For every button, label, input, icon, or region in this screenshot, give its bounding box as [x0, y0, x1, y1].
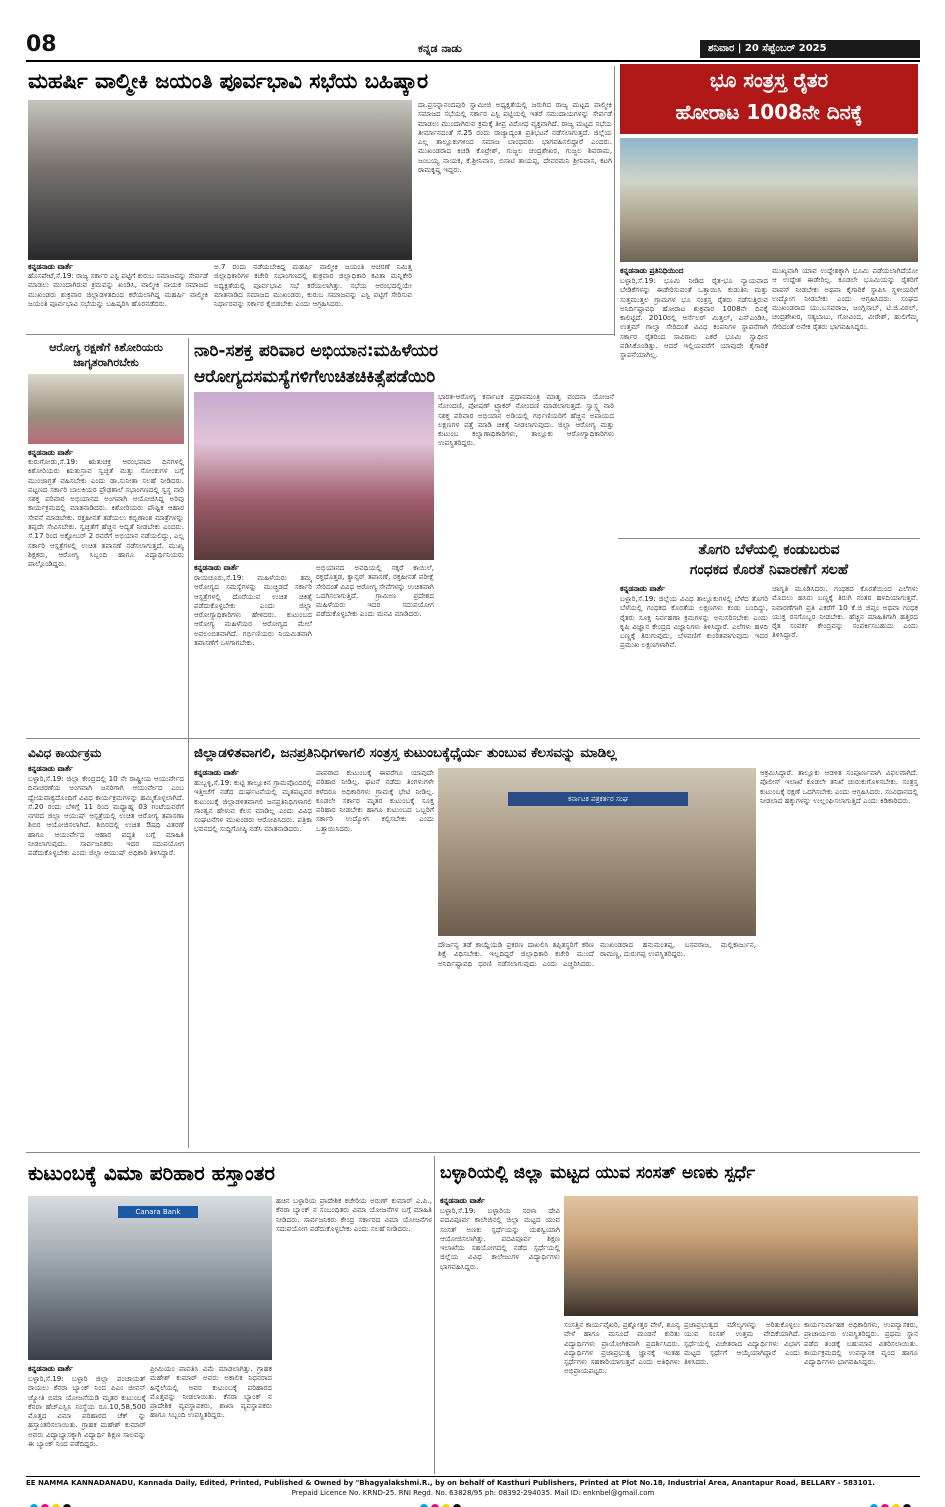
date-label: 20 ಸೆಪ್ಟೆಂಬರ್ 2025 [744, 43, 827, 54]
story6-byline: ಕನ್ನಡನಾಡು ವಾರ್ತೆ [28, 764, 73, 773]
page-number: 08 [26, 32, 57, 57]
story3-kicker-line2: ಜಾಗೃತರಾಗಿರಬೇಕು [73, 356, 139, 369]
story1-col3: ದಾ.ಪ್ರಸನ್ನಾನಂದಪುರಿ ಸ್ವಾಮೀಜಿ ಅಧ್ಯಕ್ಷತೆಯಲ್ಲಿ ಜರುಗಿದ ರಾಜ್ಯ ಮಟ್ಟದ ವಾಲ್ಮೀಕಿ ಸಮಾಜದ ಸಭೆಯಲ್ಲಿ ಸರ್ಕಾರ ಎಸ್ಟಿ ಪಟ್ಟಿಯಲ್ಲಿ ಇತರೆ ಸಮುದಾಯಗಳನ್ನು ಸೇರ್ಪಡೆ ಮಾಡಲು ಮುಂದಾಗಿರುವ ಕ್ರಮಕ್ಕೆ ತೀವ್ರ ವಿರೋಧ ವ್ಯಕ್ತವಾಗಿದೆ. ರಾಜ್ಯ ಮಟ್ಟದ ಸಭೆಯ ತೀರ್ಮಾನದಂತೆ ಸೆ.25 ರಂದು ರಾಜ್ಯಾದ್ಯಂತ ಪ್ರತಿಭಟನೆ ನಡೆಸಲಾಗುತ್ತದೆ. ಜಿಲ್ಲೆಯ ಎಲ್ಲ ತಾಲ್ಲೂಕುಗಳಿಂದ ಸಮಾಜ ಬಾಂಧವರು ಭಾಗವಹಿಸಲಿದ್ದಾರೆ ಎಂದರು. ಮುಖಂಡರಾದ ಕಿಚಡಿ ಕೊಟ್ರೇಶ್, ಗುಜ್ಜಲ ಚಂದ್ರಶೇಖರ, ಗುಜ್ಜಲ ಶಿವರಾಮ, ಜಂಬಯ್ಯ ನಾಯಕ, ಕೆ.ಶ್ರೀನಿವಾಸ, ಬಿಸಾಟಿ ತಾಯಪ್ಪ, ದೇವರಮನಿ ಶ್ರೀನಿವಾಸ, ಕಟಗಿ ರಾಮಕೃಷ್ಣ ಇದ್ದರು. [418, 100, 612, 175]
story9-col4: ಕಾರ್ಯನಿರ್ವಾಹಕ ಅಧಿಕಾರಿಗಳು, ಉಪನ್ಯಾಸಕರು, ಪ್ರಾಚಾರ್ಯರು ಉಪಸ್ಥಿತರಿದ್ದರು. ಪ್ರಥಮ ಸ್ಥಾನ ಪಡೆದ ತಂಡಕ್ಕೆ ಬಹುಮಾನ ವಿತರಿಸಲಾಯಿತು. ಕಾರ್ಯಕ್ರಮದಲ್ಲಿ ಉಪನ್ಯಾಸಕ ವೃಂದ ಹಾಗೂ ವಿದ್ಯಾರ್ಥಿಗಳು ಭಾಗವಹಿಸಿದ್ದರು. [804, 1320, 918, 1367]
story1-photo [28, 100, 412, 260]
story8-byline: ಕನ್ನಡನಾಡು ವಾರ್ತೆ [28, 1364, 73, 1373]
story4-col1: ರಾಯಚೂರು,ಸೆ.19: ಮಹಿಳೆಯರು ತಮ್ಮ ಆರೋಗ್ಯದ ಸಮಸ್ಯೆಗಳನ್ನು ಮುಚ್ಚಿಡದೆ ಸರ್ಕಾರಿ ಆಸ್ಪತ್ರೆಗಳಲ್ಲಿ ದೊರೆಯುವ ಉಚಿತ ಚಿಕಿತ್ಸೆ ಪಡೆದುಕೊಳ್ಳಬೇಕು ಎಂದು ಜಿಲ್ಲಾ ಆರೋಗ್ಯಾಧಿಕಾರಿಗಳು ಹೇಳಿದರು. ಕುಟುಂಬದ ಆರೋಗ್ಯ ಮಹಿಳೆಯರ ಆರೋಗ್ಯದ ಮೇಲೆ ಅವಲಂಬಿತವಾಗಿದೆ. ಗರ್ಭಿಣಿಯರು ನಿಯಮಿತವಾಗಿ ತಪಾಸಣೆಗೆ ಒಳಗಾಗಬೇಕು. [194, 573, 312, 648]
story1-headline: ಮಹರ್ಷಿ ವಾಲ್ಮೀಕಿ ಜಯಂತಿ ಪೂರ್ವಭಾವಿ ಸಭೆಯ ಬಹಿಷ್ಕಾರ [28, 69, 429, 93]
story4-col3: ಭಾರತ-ಆರೋಗ್ಯ ಕರ್ನಾಟಕ ಪ್ರಧಾನಮಂತ್ರಿ ಮಾತೃ ವಂದನಾ ಯೋಜನೆ ನೋಂದಣಿ, ಪೋಷಣ್ ಟ್ರ್ಯಾಕರ್ ನೋಂದಣಿ ಮಾಡಲಾಗುತ್ತದೆ. ಸ್ವಾಸ್ಥ್ಯ ನಾರಿ ಸಶಕ್ತ ಪರಿವಾರ ಅಭಿಯಾನ ಅಡಿಯಲ್ಲಿ ಗರ್ಭಿಣಿಯರಿಗೆ ಹೆಚ್ಚಿನ ಅಪಾಯದ ಲಕ್ಷಣಗಳ ಪತ್ತೆ ಮಾಡಿ ಚಿಕಿತ್ಸೆ ನೀಡಲಾಗುವುದು. ಜಿಲ್ಲಾ ಆರೋಗ್ಯ ಮತ್ತು ಕುಟುಂಬ ಕಲ್ಯಾಣಾಧಿಕಾರಿಗಳು, ತಾಲ್ಲೂಕು ಆರೋಗ್ಯಾಧಿಕಾರಿಗಳು ಉಪಸ್ಥಿತರಿದ್ದರು. [438, 392, 614, 448]
story8-col1: ಬಳ್ಳಾರಿ,ಸೆ.19: ಬಳ್ಳಾರಿ ಜಿಲ್ಲಾ ಪಂಚಾಯತ್ ರಾಯಲು ಕೆನರಾ ಬ್ಯಾಂಕ್ ನಿಂದ ಪಿಎಂ ಜೀವನ್ ಜ್ಯೋತಿ ಬಿಮಾ ಯೋಜನೆಯಡಿ ಮೃತರ ಕುಟುಂಬಕ್ಕೆ ಕೆನರಾ ಹೆಚ್ಎಸ್ಬಿಸಿ ಸಂಸ್ಥೆಯ ರೂ.10,58,500 ಮೊತ್ತದ ವಿಮಾ ಪರಿಹಾರದ ಚೆಕ್ ನ್ನು ಹಸ್ತಾಂತರಿಸಲಾಯಿತು. ಗ್ರಾಹಕ ಮಹೇಶ್ ಕುಮಾರ್ ಅವರು ವಿದ್ಯಾಭ್ಯಾಸಕ್ಕಾಗಿ ವಿದ್ಯಾರ್ಥಿ ಶಿಕ್ಷಣ ಸಾಲವನ್ನು ಈ ಬ್ಯಾಂಕ್ ನಿಂದ ಪಡೆದಿದ್ದರು. [28, 1374, 146, 1449]
day-label: ಶನಿವಾರ [708, 43, 735, 54]
story6-body: ಬಳ್ಳಾರಿ,ಸೆ.19: ಜಿಲ್ಲಾ ಕೇಂದ್ರದಲ್ಲಿ 10 ನೇ ರಾಷ್ಟ್ರೀಯ ಆಯುರ್ವೇದ ದಿನಾಚರಣೆಯ ಅಂಗವಾಗಿ ಜನರಿಗಾಗಿ ಆಯುರ್ವೇದ ಎಂಬ ಧ್ಯೇಯವಾಕ್ಯದೊಂದಿಗೆ ವಿವಿಧ ಕಾರ್ಯಕ್ರಮಗಳನ್ನು ಹಮ್ಮಿಕೊಳ್ಳಲಾಗಿದೆ. ಸೆ.20 ರಂದು ಬೆಳಿಗ್ಗೆ 11 ರಿಂದ ಮಧ್ಯಾಹ್ನ 03 ಗಂಟೆಯವರೆಗೆ ನಗರದ ಜಿಲ್ಲಾ ಆಯುಷ್ ಆಸ್ಪತ್ರೆಯಲ್ಲಿ ಉಚಿತ ಆರೋಗ್ಯ ತಪಾಸಣಾ ಶಿಬಿರ ಆಯೋಜಿಸಲಾಗಿದೆ. ಶಿಬಿರದಲ್ಲಿ ಉಚಿತ ಔಷಧಿ ವಿತರಣೆ ಹಾಗೂ ಆಯುರ್ವೇದ ಆಹಾರ ಪದ್ಧತಿ ಬಗ್ಗೆ ಮಾಹಿತಿ ನೀಡಲಾಗುವುದು. ಸಾರ್ವಜನಿಕರು ಇದರ ಸದುಪಯೋಗ ಪಡೆದುಕೊಳ್ಳಬೇಕು ಎಂದು ಜಿಲ್ಲಾ ಆಯುಷ್ ಅಧಿಕಾರಿ ತಿಳಿಸಿದ್ದಾರೆ. [28, 774, 184, 858]
story1-col2: ಅ.7 ರಂದು ನಡೆಯಬೇಕಿದ್ದ ಮಹರ್ಷಿ ವಾಲ್ಮೀಕಿ ಜಯಂತಿ ಆಚರಣೆ ನಿಮಿತ್ತ ಜಿಲ್ಲಾಧಿಕಾರಿಗಳ ಕಚೇರಿ ಸಭಾಂಗಣದಲ್ಲಿ ಶುಕ್ರವಾರ ಜಿಲ್ಲಾಧಿಕಾರಿ ಕವಿತಾ ಮನ್ನಿಕೇರಿ ಅಧ್ಯಕ್ಷತೆಯಲ್ಲಿ ಪೂರ್ವಭಾವಿ ಸಭೆ ಕರೆಯಲಾಗಿತ್ತು. ಸಭೆಯ ಆರಂಭದಲ್ಲಿಯೇ ಮಾತನಾಡಿದ ಸಮಾಜದ ಮುಖಂಡರು, ಕುರುಬ ಸಮಾಜವನ್ನು ಎಸ್ಟಿ ಪಟ್ಟಿಗೆ ಸೇರಿಸುವ ನಿರ್ಧಾರವನ್ನು ಸರ್ಕಾರ ಕೈಬಿಡಬೇಕು ಎಂದು ಆಗ್ರಹಿಸಿದರು. [214, 262, 412, 309]
story3-byline: ಕನ್ನಡನಾಡು ವಾರ್ತೆ [28, 448, 73, 457]
story5-headline-line1: ತೊಗರಿ ಬೆಳೆಯಲ್ಲಿ ಕಂಡುಬರುವ [698, 542, 840, 558]
story7-col2: ಪಾಪರಾದ ಕುಟುಂಬಕ್ಕೆ ಈವರೆಗೂ ಯಾವುದೇ ಪರಿಹಾರ ನೀಡಿಲ್ಲ. ಘಟನೆ ನಡೆದು ತಿಂಗಳುಗಳೇ ಕಳೆದರೂ ಅಧಿಕಾರಿಗಳು ಗ್ರಾಮಕ್ಕೆ ಭೇಟಿ ನೀಡಿಲ್ಲ. ಕೂಡಲೇ ಸರ್ಕಾರ ಮೃತರ ಕುಟುಂಬಕ್ಕೆ ಸೂಕ್ತ ಪರಿಹಾರ ನೀಡಬೇಕು ಹಾಗೂ ಕುಟುಂಬದ ಒಬ್ಬರಿಗೆ ಸರ್ಕಾರಿ ಉದ್ಯೋಗ ಕಲ್ಪಿಸಬೇಕು ಎಂದು ಒತ್ತಾಯಿಸಿದರು. [316, 768, 434, 833]
footer-line1: EE NAMMA KANNADANADU, Kannada Daily, Edited, Printed, Published & Owned by "Bhagyalakshmi.R., by on behalf of Kasthuri Publishers, Printed at Plot No.18, Industrial Area, Anantapur Road, BELLARY - 583101. [26, 1479, 875, 1487]
story3-photo [28, 374, 184, 444]
story2-headline-line2: ಹೋರಾಟ 1008ನೇ ದಿನಕ್ಕೆ [675, 100, 863, 124]
story3-body: ಕುರುಗೋಡು,ಸೆ.19: ಋತುಚಕ್ರ ಆರಂಭವಾದ ದಿನಗಳಲ್ಲಿ ಕಿಶೋರಿಯರು ಋತುಸ್ರಾವ ಸ್ವಚ್ಛತೆ ಮತ್ತು ಸೋಂಕುಗಳ ಬಗ್ಗೆ ಮುಂಜಾಗ್ರತೆ ವಹಿಸಬೇಕು ಎಂದು ಡಾ.ಸುನೀತಾ ಸಲಹೆ ನೀಡಿದರು. ಪಟ್ಟಣದ ಸರ್ಕಾರಿ ಬಾಲಕಿಯರ ಪ್ರೌಢಶಾಲೆ ಸಭಾಂಗಣದಲ್ಲಿ ಸ್ವಸ್ಥ ನಾರಿ ಸಶಕ್ತ ಪರಿವಾರ ಅಭಿಯಾನದ ಅಂಗವಾಗಿ ಆಯೋಜಿಸಿದ್ದ ಅರಿವು ಕಾರ್ಯಕ್ರಮದಲ್ಲಿ ಮಾತನಾಡಿದರು. ಕಿಶೋರಿಯರು ಪೌಷ್ಟಿಕ ಆಹಾರ ಸೇವನೆ ಮಾಡಬೇಕು. ರಕ್ತಹೀನತೆ ತಡೆಯಲು ಕಬ್ಬಿಣಾಂಶ ಮಾತ್ರೆಗಳನ್ನು ತಪ್ಪದೇ ಸೇವಿಸಬೇಕು. ಸ್ವಚ್ಛತೆಗೆ ಹೆಚ್ಚಿನ ಆದ್ಯತೆ ನೀಡಬೇಕು ಎಂದರು. ಸೆ.17 ರಿಂದ ಅಕ್ಟೋಬರ್ 2 ರವರೆಗೆ ಅಭಿಯಾನ ನಡೆಯಲಿದ್ದು, ಎಲ್ಲ ಸರ್ಕಾರಿ ಆಸ್ಪತ್ರೆಗಳಲ್ಲಿ ಉಚಿತ ತಪಾಸಣೆ ನಡೆಸಲಾಗುತ್ತದೆ. ಮುಖ್ಯ ಶಿಕ್ಷಕರು, ಆರೋಗ್ಯ ಸಿಬ್ಬಂದಿ ಹಾಗೂ ವಿದ್ಯಾರ್ಥಿನಿಯರು ಪಾಲ್ಗೊಂಡಿದ್ದರು. [28, 457, 184, 569]
paper-name: ಕನ್ನಡ ನಾಡು [418, 42, 462, 55]
registration-marks-right [870, 1497, 914, 1507]
story1-byline: ಕನ್ನಡನಾಡು ವಾರ್ತೆ [28, 262, 73, 271]
story2-headline-line1: ಭೂ ಸಂತ್ರಸ್ತ ರೈತರ [709, 68, 829, 92]
story4-byline: ಕನ್ನಡನಾಡು ವಾರ್ತೆ [194, 563, 239, 572]
story5-col1: ಬಳ್ಳಾರಿ,ಸೆ.19: ಜಿಲ್ಲೆಯ ವಿವಿಧ ತಾಲ್ಲೂಕುಗಳಲ್ಲಿ ಬೆಳೆದ ತೊಗರಿ ಬೆಳೆಯಲ್ಲಿ ಗಂಧಕದ ಕೊರತೆಯ ಲಕ್ಷಣಗಳು ಕಂಡು ಬಂದಿದ್ದು, ರೈತರು ಸೂಕ್ತ ನಿರ್ವಹಣಾ ಕ್ರಮಗಳನ್ನು ಅನುಸರಿಸಬೇಕು ಎಂದು ಕೃಷಿ ವಿಜ್ಞಾನ ಕೇಂದ್ರದ ವಿಜ್ಞಾನಿಗಳು ತಿಳಿಸಿದ್ದಾರೆ. ಎಲೆಗಳು ಹಳದಿ ಬಣ್ಣಕ್ಕೆ ತಿರುಗುವುದು, ಬೆಳವಣಿಗೆ ಕುಂಠಿತವಾಗುವುದು ಇದರ ಪ್ರಮುಖ ಲಕ್ಷಣಗಳಾಗಿವೆ. [620, 594, 768, 650]
story7-col1: ಹುಬ್ಬಳ್ಳಿ,ಸೆ.19: ಕುಟ್ಟಿ ತಾಲ್ಲೂಕಿನ ಗ್ರಾಮವೊಂದರಲ್ಲಿ ಇತ್ತೀಚೆಗೆ ನಡೆದ ದುರ್ಘಟನೆಯಲ್ಲಿ ಮೃತಪಟ್ಟವರ ಕುಟುಂಬಕ್ಕೆ ಜಿಲ್ಲಾಡಳಿತವಾಗಲಿ ಜನಪ್ರತಿನಿಧಿಗಳಾಗಲಿ ಸಾಂತ್ವನ ಹೇಳುವ ಕೆಲಸ ಮಾಡಿಲ್ಲ ಎಂದು ವಿವಿಧ ಸಂಘಟನೆಗಳ ಮುಖಂಡರು ಆರೋಪಿಸಿದರು. ಪತ್ರಿಕಾ ಭವನದಲ್ಲಿ ಸುದ್ದಿಗೋಷ್ಠಿ ನಡೆಸಿ ಮಾತನಾಡಿದರು. [194, 778, 312, 834]
story8-headline: ಕುಟುಂಬಕ್ಕೆ ವಿಮಾ ಪರಿಹಾರ ಹಸ್ತಾಂತರ [28, 1161, 275, 1185]
story2-byline: ಕನ್ನಡನಾಡು ಪ್ರತಿನಿಧಿಯಿಂದ [620, 266, 684, 275]
story9-headline: ಬಳ್ಳಾರಿಯಲ್ಲಿ ಜಿಲ್ಲಾ ಮಟ್ಟದ ಯುವ ಸಂಸತ್ ಅಣಕು ಸ್ಪರ್ಧೆ [440, 1163, 756, 1183]
date-bar: ಶನಿವಾರ | 20 ಸೆಪ್ಟೆಂಬರ್ 2025 [700, 40, 920, 58]
story4-col2: ಅಭಿಯಾನದ ಅವಧಿಯಲ್ಲಿ ಸಕ್ಕರೆ ಕಾಯಿಲೆ, ರಕ್ತದೊತ್ತಡ, ಕ್ಯಾನ್ಸರ್ ತಪಾಸಣೆ, ರಕ್ತಹೀನತೆ ಪರೀಕ್ಷೆ ಸೇರಿದಂತೆ ವಿವಿಧ ಆರೋಗ್ಯ ಸೇವೆಗಳನ್ನು ಉಚಿತವಾಗಿ ಒದಗಿಸಲಾಗುತ್ತಿದೆ. ಗ್ರಾಮೀಣ ಪ್ರದೇಶದ ಮಹಿಳೆಯರು ಇದರ ಸದುಪಯೋಗ ಪಡೆದುಕೊಳ್ಳಬೇಕು ಎಂದು ಮನವಿ ಮಾಡಿದರು. [316, 563, 434, 619]
story9-col1: ಬಳ್ಳಾರಿ,ಸೆ.19: ಬಳ್ಳಾರಿಯ ಸರಳಾ ದೇವಿ ಪದವಿಪೂರ್ವ ಕಾಲೇಜಿನಲ್ಲಿ ಜಿಲ್ಲಾ ಮಟ್ಟದ ಯುವ ಸಂಸತ್ ಅಣಕು ಸ್ಪರ್ಧೆಯನ್ನು ಯಶಸ್ವಿಯಾಗಿ ಆಯೋಜಿಸಲಾಗಿತ್ತು. ಪದವಿಪೂರ್ವ ಶಿಕ್ಷಣ ಇಲಾಖೆಯ ಸಹಯೋಗದಲ್ಲಿ ನಡೆದ ಸ್ಪರ್ಧೆಯಲ್ಲಿ ಜಿಲ್ಲೆಯ ವಿವಿಧ ಕಾಲೇಜುಗಳ ವಿದ್ಯಾರ್ಥಿಗಳು ಭಾಗವಹಿಸಿದ್ದರು. [440, 1206, 560, 1271]
story9-col2: ಸಂಸತ್ತಿನ ಕಾರ್ಯವೈಖರಿ, ಪ್ರಶ್ನೋತ್ತರ ವೇಳೆ, ಶೂನ್ಯ ವೇಳೆ ಹಾಗೂ ಮಸೂದೆ ಮಂಡನೆ ಕುರಿತು ವಿದ್ಯಾರ್ಥಿಗಳು ಪ್ರಾಯೋಗಿಕವಾಗಿ ಪ್ರದರ್ಶಿಸಿದರು. ವಿದ್ಯಾರ್ಥಿಗಳ ಪ್ರಜಾಪ್ರಭುತ್ವ ಜ್ಞಾನಕ್ಕೆ ಇಂತಹ ಸ್ಪರ್ಧೆಗಳು ಸಹಕಾರಿಯಾಗುತ್ತವೆ ಎಂದು ಅತಿಥಿಗಳು ಅಭಿಪ್ರಾಯಪಟ್ಟರು. [564, 1320, 680, 1376]
registration-marks-left [30, 1497, 74, 1507]
story8-photo [28, 1196, 272, 1360]
story9-byline: ಕನ್ನಡನಾಡು ವಾರ್ತೆ [440, 1196, 485, 1205]
story4-headline-line2: ಆರೋಗ್ಯದಸಮಸ್ಯೆಗಳಿಗೆಉಚಿತಚಿಕಿತ್ಸೆಪಡೆಯಿರಿ [194, 367, 436, 387]
story7-col4: ಆಕ್ರಮಿಸಿದ್ದಾರೆ. ತಾಲ್ಲೂಕು ಆಡಳಿತ ಸಂಪೂರ್ಣವಾಗಿ ವಿಫಲವಾಗಿದೆ. ಪೊಲೀಸ್ ಇಲಾಖೆ ಕೂಡಲೇ ತನಿಖೆ ಚುರುಕುಗೊಳಿಸಬೇಕು. ಸಂತ್ರಸ್ತ ಕುಟುಂಬಕ್ಕೆ ರಕ್ಷಣೆ ಒದಗಿಸಬೇಕು ಎಂದು ಆಗ್ರಹಿಸಿದರು. ಸಂವಿಧಾನದಲ್ಲಿ ನೀಡಲಾದ ಹಕ್ಕುಗಳನ್ನು ಉಲ್ಲಂಘಿಸಲಾಗುತ್ತಿದೆ ಎಂದು ಕಿಡಿಕಾರಿದರು. [760, 768, 918, 805]
story3-kicker-line1: ಆರೋಗ್ಯ ರಕ್ಷಣೆಗೆ ಕಿಶೋರಿಯರು [49, 341, 163, 354]
story5-headline-line2: ಗಂಧಕದ ಕೊರತೆ ನಿವಾರಣೆಗೆ ಸಲಹೆ [689, 562, 849, 578]
story1-col1: ಹೊಸಪೇಟೆ,ಸೆ.19: ರಾಜ್ಯ ಸರ್ಕಾರ ಎಸ್ಟಿ ಪಟ್ಟಿಗೆ ಕುರುಬ ಸಮಾಜವನ್ನು ಸೇರ್ಪಡೆ ಮಾಡಲು ಮುಂದಾಗಿರುವ ಕ್ರಮವನ್ನು ಖಂಡಿಸಿ, ವಾಲ್ಮೀಕಿ ನಾಯಕ ಸಮಾಜದ ಮುಖಂಡರು ಶುಕ್ರವಾರ ಜಿಲ್ಲಾಡಳಿತದಿಂದ ಕರೆಯಲಾಗಿದ್ದ ಮಹರ್ಷಿ ವಾಲ್ಮೀಕಿ ಜಯಂತಿ ಪೂರ್ವಭಾವಿ ಸಭೆಯನ್ನು ಬಹಿಷ್ಕರಿಸಿ ಹೊರನಡೆದರು. [28, 271, 208, 308]
story5-byline: ಕನ್ನಡನಾಡು ವಾರ್ತೆ [620, 584, 665, 593]
footer-line2: Prepaid Licence No. KRND-25. RNI Regd. No. 63828/95 ph: 08392-294035. Mail ID: enknbel@gmail.com [291, 1489, 655, 1497]
story4-headline-line1: ನಾರಿ-ಸಶಕ್ತ ಪರಿವಾರ ಅಭಿಯಾನ:ಮಹಿಳೆಯರ [194, 341, 439, 361]
story6-kicker: ವಿವಿಧ ಕಾರ್ಯಕ್ರಮ [28, 746, 102, 760]
story7-photo [438, 768, 756, 936]
story7-banner: ಕರ್ನಾಟಕ ಪತ್ರಕರ್ತರ ಸಂಘ [508, 792, 688, 806]
story4-headline [194, 338, 614, 390]
story2-col2: ಮುಖ್ಯವಾಗಿ ಯಾವ ಉದ್ದೇಶಕ್ಕಾಗಿ ಭೂಮಿ ಪಡೆಯಲಾಗಿದೆಯೋ ಆ ಉದ್ದೇಶ ಈಡೇರಿಲ್ಲ. ಕೂಡಲೇ ಭೂಮಿಯನ್ನು ರೈತರಿಗೆ ವಾಪಸ್ ನೀಡಬೇಕು ಅಥವಾ ಕೈಗಾರಿಕೆ ಸ್ಥಾಪಿಸಿ ಸ್ಥಳೀಯರಿಗೆ ಉದ್ಯೋಗ ನೀಡಬೇಕು ಎಂದು ಆಗ್ರಹಿಸಿದರು. ಸಂಘದ ಮುಖಂಡರಾದ ಯು.ಬಸವರಾಜ, ಜಂಗ್ಲಿಸಾಬ್, ಟಿ.ಜಿ.ವಿಠಲ್, ಚಂದ್ರಶೇಖರ, ಸತ್ಯಬಾಬು, ಗೋವಿಂದ, ವೀರೇಶ್, ಹುಲಿಗೆಮ್ಮ ಸೇರಿದಂತೆ ಅನೇಕ ರೈತರು ಭಾಗವಹಿಸಿದ್ದರು. [772, 266, 918, 331]
story7-byline: ಕನ್ನಡನಾಡು ವಾರ್ತೆ [194, 768, 239, 777]
story8-sign: Canara Bank [118, 1206, 198, 1218]
story3-kicker [28, 340, 184, 370]
footer-rule [26, 1476, 920, 1477]
registration-marks-center [420, 1497, 464, 1507]
story5-headline [620, 540, 918, 580]
story8-col3: ಹಚಿನ ಬಳ್ಳಾರಿಯ ಪ್ರಾದೇಶಿಕ ಕಚೇರಿಯ ಅರುಣ್ ಕುಮಾರ್ ಎ.ಪಿ., ಕೆನರಾ ಬ್ಯಾಂಕ್ ನ ಸಂಬಂಧಿತರು ವಿಮಾ ಯೋಜನೆಗಳ ಬಗ್ಗೆ ಮಾಹಿತಿ ನೀಡಿದರು. ಸಾರ್ವಜನಿಕರು ಕೇಂದ್ರ ಸರ್ಕಾರದ ವಿಮಾ ಯೋಜನೆಗಳ ಸದುಪಯೋಗ ಪಡೆದುಕೊಳ್ಳಬೇಕು ಎಂದು ಸಲಹೆ ನೀಡಿದರು. [276, 1196, 432, 1233]
story9-col3: ಪ್ರಜಾಪ್ರಭುತ್ವದ ಮೌಲ್ಯಗಳನ್ನು ಅರಿತುಕೊಳ್ಳಲು ಯುವ ಸಂಸತ್ ಉತ್ತಮ ವೇದಿಕೆಯಾಗಿದೆ. ಸ್ಪರ್ಧೆಯಲ್ಲಿ ವಿಜೇತರಾದ ವಿದ್ಯಾರ್ಥಿಗಳು ವಿಭಾಗ ಮಟ್ಟದ ಸ್ಪರ್ಧೆಗೆ ಆಯ್ಕೆಯಾಗಿದ್ದಾರೆ ಎಂದು ತಿಳಿಸಿದರು. [684, 1320, 800, 1367]
story5-col2: ಜಾಗೃತಿ ಮೂಡಿಸಿದರು. ಗಂಧಕದ ಕೊರತೆಯಿಂದ ಎಲೆಗಳು ಮೊದಲು ಹಸಿರು ಬಣ್ಣಕ್ಕೆ ತಿರುಗಿ ನಂತರ ಹಳದಿಯಾಗುತ್ತವೆ. ನಿವಾರಣೆಗಾಗಿ ಪ್ರತಿ ಎಕರೆಗೆ 10 ಕೆ.ಜಿ ಜಿಪ್ಸಂ ಅಥವಾ ಗಂಧಕ ಯುಕ್ತ ರಸಗೊಬ್ಬರ ನೀಡಬೇಕು. ಹೆಚ್ಚಿನ ಮಾಹಿತಿಗಾಗಿ ಹತ್ತಿರದ ರೈತ ಸಂಪರ್ಕ ಕೇಂದ್ರವನ್ನು ಸಂಪರ್ಕಿಸಬಹುದು ಎಂದು ತಿಳಿಸಿದ್ದಾರೆ. [772, 584, 918, 640]
story7-col3: ದೌರ್ಜನ್ಯ ತಡೆ ಕಾಯ್ದೆಯಡಿ ಪ್ರಕರಣ ದಾಖಲಿಸಿ ತಪ್ಪಿತಸ್ಥರಿಗೆ ಕಠಿಣ ಶಿಕ್ಷೆ ವಿಧಿಸಬೇಕು. ಇಲ್ಲದಿದ್ದರೆ ಜಿಲ್ಲಾಧಿಕಾರಿ ಕಚೇರಿ ಮುಂದೆ ಅನಿರ್ದಿಷ್ಟಾವಧಿ ಧರಣಿ ನಡೆಸಲಾಗುವುದು ಎಂದು ಎಚ್ಚರಿಸಿದರು. ಮುಖಂಡರಾದ ಹನುಮಂತಪ್ಪ, ಬಸವರಾಜ, ಮಲ್ಲಿಕಾರ್ಜುನ, ರಾಮಣ್ಣ, ದುರುಗಪ್ಪ ಉಪಸ್ಥಿತರಿದ್ದರು. [438, 940, 756, 968]
story7-headline: ಜಿಲ್ಲಾಡಳಿತವಾಗಲಿ, ಜನಪ್ರತಿನಿಧಿಗಳಾಗಲಿ ಸಂತ್ರಸ್ತ ಕುಟುಂಬಕ್ಕೆಧೈರ್ಯ ತುಂಬುವ ಕೆಲಸವನ್ನು ಮಾಡಿಲ್ಲ [194, 745, 617, 761]
story2-banner [620, 64, 918, 134]
story4-photo [194, 392, 434, 560]
masthead-rule [26, 60, 920, 62]
story9-photo [564, 1196, 918, 1316]
story8-col2: ಪ್ರೀಮಿಯಂ ಪಾವತಿಸಿ ವಿಮೆ ಮಾಡಲಾಗಿತ್ತು. ಗ್ರಾಹಕ ಮಹೇಶ್ ಕುಮಾರ್ ಅವರು ಅಕಾಲಿಕ ನಿಧನರಾದ ಹಿನ್ನೆಲೆಯಲ್ಲಿ ಅವರ ಕುಟುಂಬಕ್ಕೆ ಪರಿಹಾರದ ಮೊತ್ತವನ್ನು ನೀಡಲಾಯಿತು. ಕೆನರಾ ಬ್ಯಾಂಕ್ ನ ಪ್ರಾದೇಶಿಕ ವ್ಯವಸ್ಥಾಪಕರು, ಶಾಖಾ ವ್ಯವಸ್ಥಾಪಕರು ಹಾಗೂ ಸಿಬ್ಬಂದಿ ಉಪಸ್ಥಿತರಿದ್ದರು. [150, 1364, 272, 1420]
story2-col1: ಬಳ್ಳಾರಿ,ಸೆ.19: ಭೂಮಿ ನೀಡಿದ ರೈತ-ಭೂ ನ್ಯಾಯವಾದ ಬೇಡಿಕೆಗಳನ್ನು ಈಡೇರಿಸುವಂತೆ ಒತ್ತಾಯಿಸಿ ಕುಡುತಿನಿ ಮತ್ತು ಸುತ್ತಮುತ್ತಲ ಗ್ರಾಮಗಳ ಭೂ ಸಂತ್ರಸ್ತ ರೈತರು ನಡೆಸುತ್ತಿರುವ ಅನಿರ್ದಿಷ್ಟಾವಧಿ ಹೋರಾಟ ಶುಕ್ರವಾರ 1008ನೇ ದಿನಕ್ಕೆ ಕಾಲಿಟ್ಟಿದೆ. 2010ರಲ್ಲಿ ಆರ್ಸೆಲರ್ ಮಿತ್ತಲ್, ಎನ್ಎಂಡಿಸಿ, ಉತ್ತಮ್ ಗಾಲ್ವಾ ಸೇರಿದಂತೆ ವಿವಿಧ ಕಂಪನಿಗಳ ಸ್ಥಾಪನೆಗಾಗಿ ಸರ್ಕಾರ ರೈತರಿಂದ ಸಾವಿರಾರು ಎಕರೆ ಭೂಮಿ ಸ್ವಾಧೀನ ಪಡಿಸಿಕೊಂಡಿತ್ತು. ಆದರೆ ಇಲ್ಲಿಯವರೆಗೆ ಯಾವುದೇ ಕೈಗಾರಿಕೆ ಸ್ಥಾಪನೆಯಾಗಿಲ್ಲ. [620, 276, 768, 360]
story2-photo [620, 138, 918, 262]
